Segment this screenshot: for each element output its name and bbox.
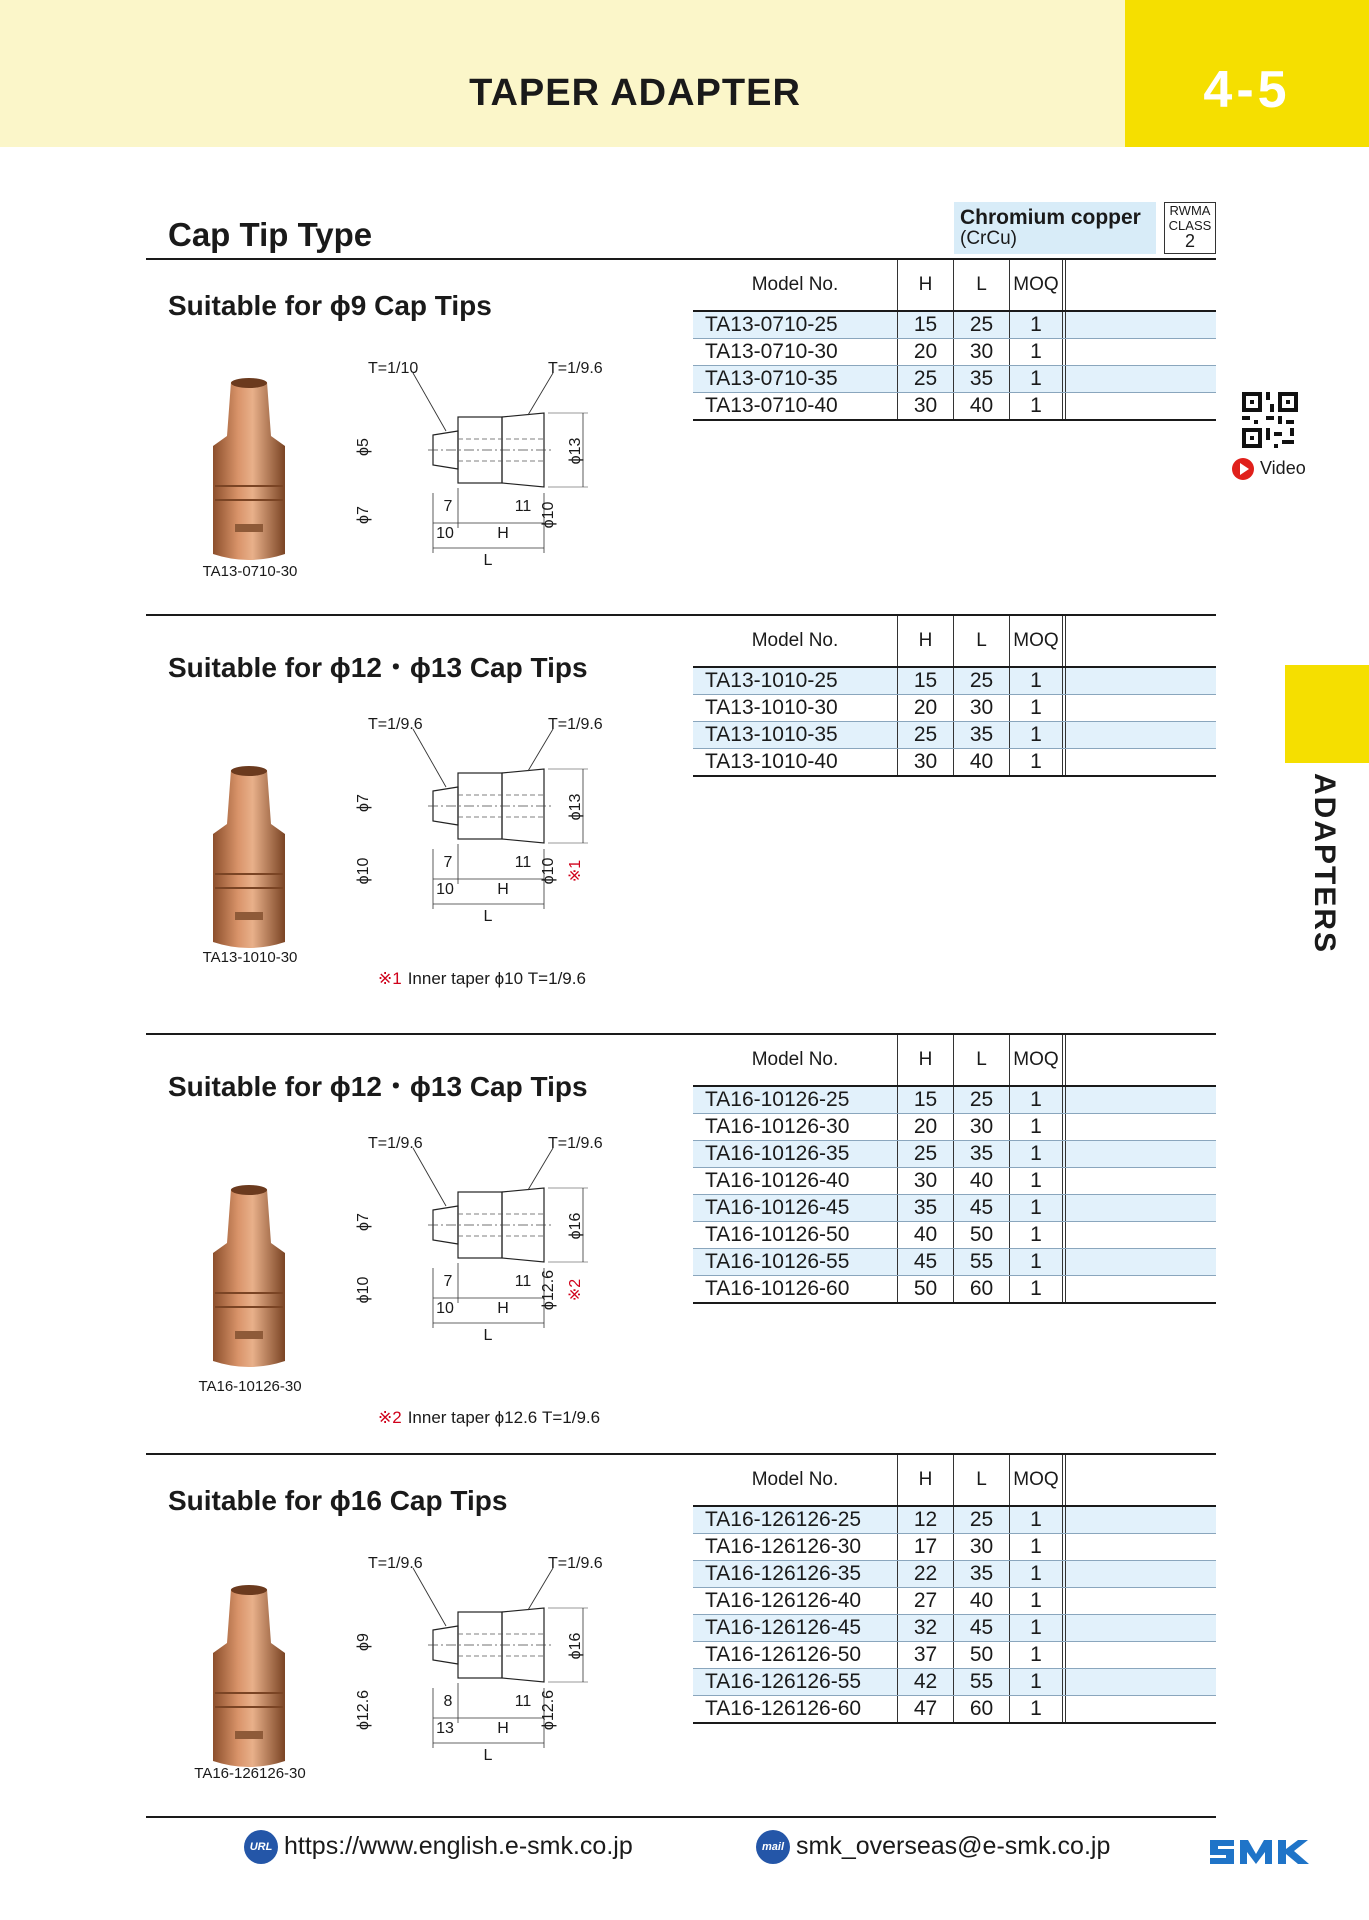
video-label: Video (1260, 458, 1306, 478)
h-cell: 35 (898, 1195, 954, 1222)
product-section (0, 614, 1369, 1033)
rwma-class-value: 2 (1184, 231, 1195, 251)
table-row (693, 1249, 1216, 1276)
model-cell: TA16-10126-30 (693, 1114, 898, 1141)
length-b-label: 11 (514, 854, 532, 871)
table-row (693, 393, 1216, 421)
spacer-cell (1066, 1534, 1217, 1561)
spacer-cell (1066, 695, 1217, 722)
table-row (693, 1669, 1216, 1696)
note-text: Inner taper ϕ12.6 T=1/9.6 (407, 1408, 601, 1427)
outer-diameter-label: ϕ13 (567, 793, 584, 821)
table-row (693, 722, 1216, 749)
adapter-body (213, 379, 285, 560)
model-cell: TA13-1010-30 (693, 695, 898, 722)
table-row (693, 339, 1216, 366)
table-header-row (693, 616, 1216, 667)
l-cell: 45 (954, 1615, 1010, 1642)
model-cell: TA16-10126-40 (693, 1168, 898, 1195)
side-tab-label: ADAPTERS (1308, 773, 1341, 955)
spacer-cell (1066, 667, 1217, 695)
length-h-label: H (497, 525, 509, 542)
table-row (693, 1588, 1216, 1615)
model-cell: TA16-126126-40 (693, 1588, 898, 1615)
mail-icon: mail (756, 1830, 790, 1864)
length-b-label: 11 (514, 498, 532, 515)
moq-cell: 1 (1010, 1114, 1063, 1141)
note-mark: ※1 (378, 969, 402, 988)
model-cell: TA16-10126-60 (693, 1276, 898, 1304)
table-row (693, 1222, 1216, 1249)
spacer-column (1066, 1455, 1217, 1506)
spacer-cell (1066, 1615, 1217, 1642)
moq-cell: 1 (1010, 695, 1063, 722)
adapter-engraving (235, 912, 263, 920)
h-cell: 30 (898, 393, 954, 421)
l-cell: 45 (954, 1195, 1010, 1222)
moq-header: MOQ (1010, 260, 1063, 311)
length-a-label: 7 (443, 1273, 453, 1290)
h-cell: 42 (898, 1669, 954, 1696)
l-cell: 30 (954, 339, 1010, 366)
page-title: TAPER ADAPTER (469, 72, 801, 114)
inner-taper-note (378, 969, 586, 989)
product-photo (205, 1583, 293, 1773)
model-cell: TA16-126126-25 (693, 1506, 898, 1534)
l-header: L (954, 616, 1010, 667)
model-table (693, 616, 1216, 777)
model-cell: TA16-10126-45 (693, 1195, 898, 1222)
taper-left-label: T=1/9.6 (368, 716, 423, 733)
h-cell: 15 (898, 667, 954, 695)
section-title: Suitable for ϕ12・ϕ13 Cap Tips (168, 652, 588, 683)
spacer-cell (1066, 1276, 1217, 1304)
base-diameter-label: ϕ12.6 (355, 1689, 372, 1731)
product-section (0, 258, 1369, 614)
email-link[interactable]: smk_overseas@e-smk.co.jp (796, 1832, 1111, 1860)
photo-caption: TA16-10126-30 (198, 1378, 302, 1395)
spacer-column (1066, 1035, 1217, 1086)
inner-diameter-label: ϕ12.6 (540, 1689, 557, 1731)
l-cell: 25 (954, 311, 1010, 339)
model-table (693, 1035, 1216, 1304)
length-l-label: L (483, 908, 493, 925)
table-row (693, 366, 1216, 393)
small-diameter-label: ϕ7 (355, 1213, 372, 1231)
model-cell: TA16-10126-50 (693, 1222, 898, 1249)
technical-drawing (348, 343, 668, 573)
l-cell: 30 (954, 695, 1010, 722)
h-cell: 25 (898, 1141, 954, 1168)
spacer-column (1066, 260, 1217, 311)
h-cell: 32 (898, 1615, 954, 1642)
moq-cell: 1 (1010, 1642, 1063, 1669)
adapter-bore (231, 1185, 267, 1195)
model-cell: TA13-0710-40 (693, 393, 898, 421)
small-diameter-label: ϕ7 (355, 794, 372, 812)
adapter-bore (231, 378, 267, 388)
h-cell: 15 (898, 1086, 954, 1114)
spacer-cell (1066, 1086, 1217, 1114)
small-diameter-label: ϕ9 (355, 1633, 372, 1651)
moq-cell: 1 (1010, 393, 1063, 421)
moq-cell: 1 (1010, 1086, 1063, 1114)
l-cell: 40 (954, 1588, 1010, 1615)
spacer-cell (1066, 1696, 1217, 1724)
taper-right-label: T=1/9.6 (548, 716, 603, 733)
moq-cell: 1 (1010, 1222, 1063, 1249)
product-photo (205, 1183, 293, 1373)
moq-cell: 1 (1010, 1168, 1063, 1195)
table-row (693, 1561, 1216, 1588)
table-row (693, 1195, 1216, 1222)
moq-header: MOQ (1010, 1035, 1063, 1086)
table-row (693, 667, 1216, 695)
moq-cell: 1 (1010, 1141, 1063, 1168)
moq-cell: 1 (1010, 667, 1063, 695)
length-l-label: L (483, 1327, 493, 1344)
small-diameter-label: ϕ5 (355, 438, 372, 456)
website-link[interactable]: https://www.english.e-smk.co.jp (284, 1832, 633, 1860)
l-cell: 25 (954, 667, 1010, 695)
rwma-class-label: CLASS (1168, 218, 1212, 233)
model-cell: TA16-10126-35 (693, 1141, 898, 1168)
l-cell: 60 (954, 1276, 1010, 1304)
h-header: H (898, 260, 954, 311)
length-b-label: 11 (514, 1693, 532, 1710)
moq-cell: 1 (1010, 1615, 1063, 1642)
adapter-body (213, 1186, 285, 1367)
spacer-cell (1066, 1669, 1217, 1696)
l-cell: 25 (954, 1506, 1010, 1534)
model-cell: TA13-1010-35 (693, 722, 898, 749)
adapter-engraving (235, 524, 263, 532)
taper-right-label: T=1/9.6 (548, 1135, 603, 1152)
length-l-label: L (483, 1747, 493, 1764)
inner-diameter-label: ϕ10 (540, 857, 557, 885)
section-title: Suitable for ϕ16 Cap Tips (168, 1485, 508, 1516)
inner-diameter-label: ϕ12.6 (540, 1269, 557, 1311)
leader-line (413, 373, 446, 431)
l-cell: 40 (954, 1168, 1010, 1195)
l-cell: 40 (954, 749, 1010, 777)
table-row (693, 1276, 1216, 1304)
inner-taper-mark: ※2 (567, 1278, 584, 1302)
table-row (693, 1141, 1216, 1168)
l-cell: 50 (954, 1642, 1010, 1669)
model-header: Model No. (693, 1035, 898, 1086)
h-cell: 17 (898, 1534, 954, 1561)
table-row (693, 1168, 1216, 1195)
model-cell: TA16-126126-30 (693, 1534, 898, 1561)
leader-line (413, 1568, 446, 1626)
table-row (693, 1534, 1216, 1561)
moq-cell: 1 (1010, 1561, 1063, 1588)
moq-cell: 1 (1010, 1195, 1063, 1222)
model-cell: TA13-1010-25 (693, 667, 898, 695)
table-header-row (693, 1035, 1216, 1086)
spacer-cell (1066, 311, 1217, 339)
section-title: Suitable for ϕ9 Cap Tips (168, 290, 492, 321)
l-header: L (954, 260, 1010, 311)
base-diameter-label: ϕ10 (355, 857, 372, 885)
photo-caption: TA13-0710-30 (202, 563, 298, 580)
spacer-column (1066, 616, 1217, 667)
model-cell: TA16-10126-55 (693, 1249, 898, 1276)
taper-left-label: T=1/9.6 (368, 1135, 423, 1152)
h-cell: 20 (898, 1114, 954, 1141)
moq-cell: 1 (1010, 311, 1063, 339)
table-header-row (693, 260, 1216, 311)
photo-caption: TA13-1010-30 (202, 949, 298, 966)
l-cell: 60 (954, 1696, 1010, 1724)
inner-taper-mark: ※1 (567, 859, 584, 883)
footer-rule (146, 1816, 1216, 1818)
leader-line (413, 1148, 446, 1206)
taper-left-label: T=1/9.6 (368, 1555, 423, 1572)
base-diameter-label: ϕ7 (355, 506, 372, 524)
model-cell: TA13-1010-40 (693, 749, 898, 777)
adapter-bore (231, 766, 267, 776)
adapter-body (213, 1586, 285, 1767)
leader-line (413, 729, 446, 787)
section-title: Suitable for ϕ12・ϕ13 Cap Tips (168, 1071, 588, 1102)
spacer-cell (1066, 1141, 1217, 1168)
product-section (0, 1453, 1369, 1793)
moq-header: MOQ (1010, 616, 1063, 667)
technical-drawing (348, 1118, 668, 1348)
l-cell: 35 (954, 1141, 1010, 1168)
length-h-label: H (497, 1720, 509, 1737)
model-table (693, 260, 1216, 421)
leader-line (528, 729, 553, 771)
model-header: Model No. (693, 1455, 898, 1506)
product-photo (205, 376, 293, 566)
h-header: H (898, 1035, 954, 1086)
l-cell: 35 (954, 1561, 1010, 1588)
model-cell: TA16-126126-35 (693, 1561, 898, 1588)
h-cell: 27 (898, 1588, 954, 1615)
spacer-cell (1066, 366, 1217, 393)
material-symbol: (CrCu) (960, 228, 1017, 249)
leader-line (528, 1568, 553, 1610)
length-a-label: 8 (443, 1693, 453, 1710)
h-cell: 12 (898, 1506, 954, 1534)
l-cell: 55 (954, 1249, 1010, 1276)
h-cell: 15 (898, 311, 954, 339)
h-cell: 20 (898, 695, 954, 722)
note-mark: ※2 (378, 1408, 402, 1427)
outer-diameter-label: ϕ13 (567, 437, 584, 465)
h-cell: 50 (898, 1276, 954, 1304)
model-cell: TA13-0710-25 (693, 311, 898, 339)
h-cell: 22 (898, 1561, 954, 1588)
l-header: L (954, 1455, 1010, 1506)
moq-cell: 1 (1010, 339, 1063, 366)
length-h-label: H (497, 881, 509, 898)
adapter-body (213, 767, 285, 948)
moq-header: MOQ (1010, 1455, 1063, 1506)
moq-cell: 1 (1010, 722, 1063, 749)
inner-diameter-label: ϕ10 (540, 501, 557, 529)
rwma-label: RWMA (1169, 203, 1211, 218)
l-cell: 30 (954, 1114, 1010, 1141)
l-header: L (954, 1035, 1010, 1086)
table-row (693, 749, 1216, 777)
technical-drawing (348, 1538, 668, 1768)
section-heading: Cap Tip Type (168, 216, 373, 253)
length-l-label: L (483, 552, 493, 569)
inner-taper-note (378, 1408, 600, 1428)
h-cell: 30 (898, 1168, 954, 1195)
model-header: Model No. (693, 616, 898, 667)
spacer-cell (1066, 722, 1217, 749)
moq-cell: 1 (1010, 1669, 1063, 1696)
spacer-cell (1066, 393, 1217, 421)
h-header: H (898, 616, 954, 667)
outer-diameter-label: ϕ16 (567, 1212, 584, 1240)
smk-logo (1208, 1836, 1312, 1868)
spacer-cell (1066, 1114, 1217, 1141)
h-cell: 25 (898, 366, 954, 393)
technical-drawing (348, 699, 668, 929)
leader-line (528, 373, 553, 415)
l-cell: 35 (954, 722, 1010, 749)
moq-cell: 1 (1010, 1588, 1063, 1615)
length-c-label: 13 (436, 1720, 454, 1737)
h-cell: 47 (898, 1696, 954, 1724)
table-row (693, 1696, 1216, 1724)
h-cell: 40 (898, 1222, 954, 1249)
outer-diameter-label: ϕ16 (567, 1632, 584, 1660)
l-cell: 25 (954, 1086, 1010, 1114)
spacer-cell (1066, 1222, 1217, 1249)
spacer-cell (1066, 749, 1217, 777)
h-cell: 30 (898, 749, 954, 777)
page-number: 4-5 (1203, 61, 1291, 119)
model-cell: TA13-0710-30 (693, 339, 898, 366)
model-header: Model No. (693, 260, 898, 311)
moq-cell: 1 (1010, 1249, 1063, 1276)
product-photo (205, 764, 293, 954)
model-table (693, 1455, 1216, 1724)
url-icon: URL (244, 1830, 278, 1864)
model-cell: TA16-126126-50 (693, 1642, 898, 1669)
moq-cell: 1 (1010, 1534, 1063, 1561)
moq-cell: 1 (1010, 1276, 1063, 1304)
photo-caption: TA16-126126-30 (194, 1765, 306, 1782)
l-cell: 50 (954, 1222, 1010, 1249)
spacer-cell (1066, 1168, 1217, 1195)
length-c-label: 10 (436, 1300, 454, 1317)
table-row (693, 1086, 1216, 1114)
h-cell: 45 (898, 1249, 954, 1276)
moq-cell: 1 (1010, 1506, 1063, 1534)
length-a-label: 7 (443, 498, 453, 515)
length-b-label: 11 (514, 1273, 532, 1290)
table-row (693, 311, 1216, 339)
l-cell: 35 (954, 366, 1010, 393)
spacer-cell (1066, 1642, 1217, 1669)
base-diameter-label: ϕ10 (355, 1276, 372, 1304)
model-cell: TA16-126126-45 (693, 1615, 898, 1642)
rwma-class-badge (1164, 202, 1216, 254)
model-cell: TA13-0710-35 (693, 366, 898, 393)
material-name: Chromium copper (960, 206, 1141, 229)
leader-line (528, 1148, 553, 1190)
model-cell: TA16-10126-25 (693, 1086, 898, 1114)
taper-left-label: T=1/10 (368, 360, 419, 377)
spacer-cell (1066, 1195, 1217, 1222)
spacer-cell (1066, 1506, 1217, 1534)
model-cell: TA16-126126-60 (693, 1696, 898, 1724)
table-row (693, 1506, 1216, 1534)
product-section (0, 1033, 1369, 1453)
l-cell: 30 (954, 1534, 1010, 1561)
length-h-label: H (497, 1300, 509, 1317)
taper-right-label: T=1/9.6 (548, 360, 603, 377)
moq-cell: 1 (1010, 749, 1063, 777)
h-cell: 37 (898, 1642, 954, 1669)
length-c-label: 10 (436, 525, 454, 542)
length-c-label: 10 (436, 881, 454, 898)
h-cell: 20 (898, 339, 954, 366)
adapter-engraving (235, 1331, 263, 1339)
h-header: H (898, 1455, 954, 1506)
length-a-label: 7 (443, 854, 453, 871)
table-row (693, 1642, 1216, 1669)
table-row (693, 1615, 1216, 1642)
model-cell: TA16-126126-55 (693, 1669, 898, 1696)
adapter-engraving (235, 1731, 263, 1739)
moq-cell: 1 (1010, 1696, 1063, 1724)
l-cell: 40 (954, 393, 1010, 421)
spacer-cell (1066, 1588, 1217, 1615)
note-text: Inner taper ϕ10 T=1/9.6 (407, 969, 586, 988)
table-row (693, 695, 1216, 722)
h-cell: 25 (898, 722, 954, 749)
table-row (693, 1114, 1216, 1141)
table-header-row (693, 1455, 1216, 1506)
taper-right-label: T=1/9.6 (548, 1555, 603, 1572)
spacer-cell (1066, 339, 1217, 366)
adapter-bore (231, 1585, 267, 1595)
moq-cell: 1 (1010, 366, 1063, 393)
l-cell: 55 (954, 1669, 1010, 1696)
spacer-cell (1066, 1249, 1217, 1276)
spacer-cell (1066, 1561, 1217, 1588)
